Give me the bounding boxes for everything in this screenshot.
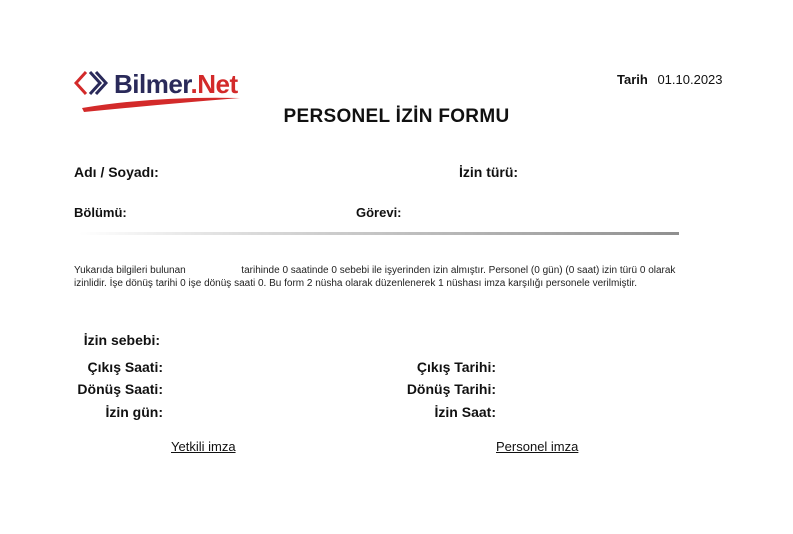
position-label: Görevi: — [356, 205, 402, 220]
exit-time-label: Çıkış Saati: — [87, 359, 163, 375]
logo-suffix-text: .Net — [190, 69, 238, 99]
date-block — [617, 72, 723, 87]
section-divider — [79, 232, 679, 235]
date-value: 01.10.2023 — [657, 72, 723, 87]
declaration-paragraph: Yukarıda bilgileri bulunan tarihinde 0 saatinde 0 sebebi ile işyerinden izin almıştır. Personel (0 gün) (0 saat) izin türü 0 olarak izinlidir. İşe dönüş tarihi 0 işe dönüş saati 0. Bu form 2 nüsha olarak düzenlenerek 1 nüshası imza karşılığı personele verilmiştir. — [74, 265, 679, 289]
leave-type-label: İzin türü: — [459, 164, 519, 180]
name-label: Adı / Soyadı: — [74, 164, 159, 180]
return-time-label: Dönüş Saati: — [77, 381, 163, 397]
return-date-label: Dönüş Tarihi: — [406, 381, 496, 397]
date-label: Tarih — [617, 72, 648, 87]
personnel-signature-label: Personel imza — [496, 439, 579, 454]
exit-date-label: Çıkış Tarihi: — [416, 359, 496, 375]
page-title-text: PERSONEL İZİN FORMU — [283, 106, 510, 127]
authorized-signature-label: Yetkili imza — [171, 439, 236, 454]
logo-wordmark — [114, 69, 238, 100]
leave-hours-label: İzin Saat: — [434, 404, 496, 420]
leave-days-label: İzin gün: — [105, 404, 163, 420]
department-label: Bölümü: — [74, 205, 127, 220]
leave-reason-label: İzin sebebi: — [83, 332, 160, 348]
logo-main-text: Bilmer — [114, 69, 191, 99]
page-title — [0, 106, 793, 128]
